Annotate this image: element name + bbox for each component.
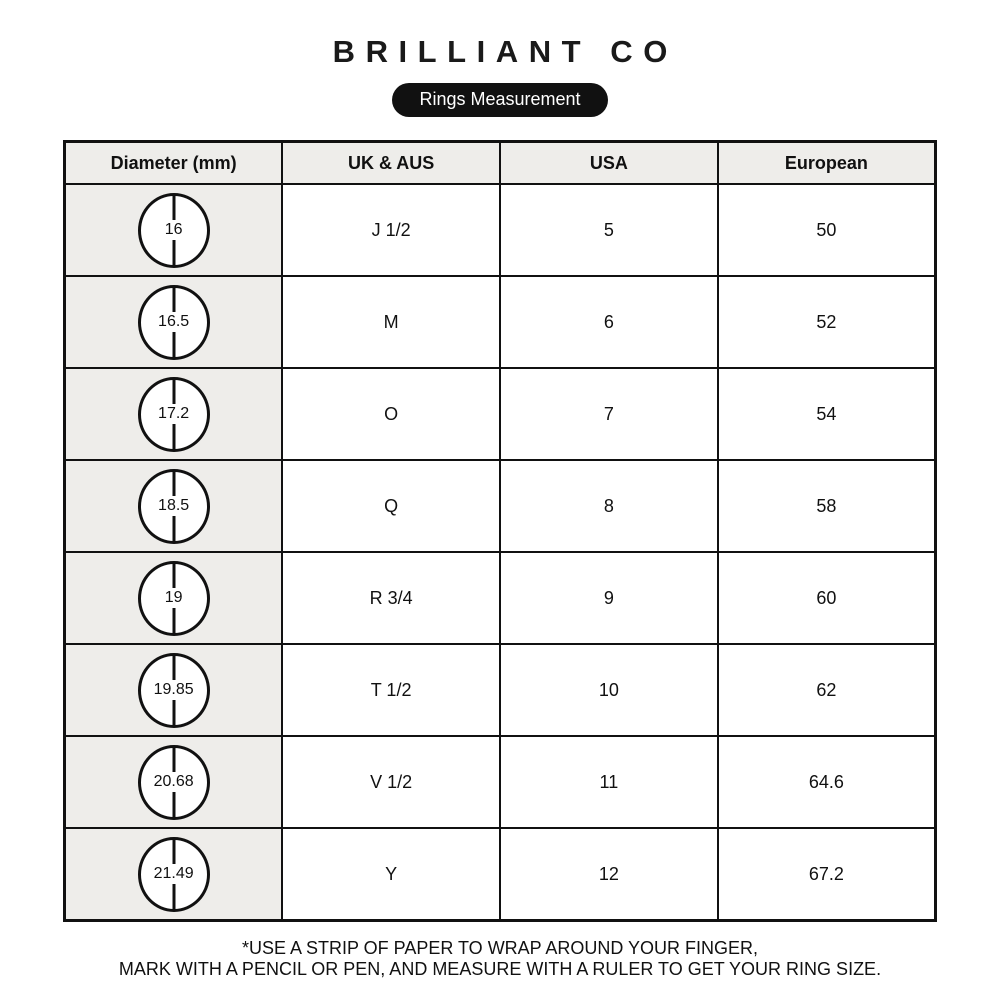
table-row [65,276,936,368]
diameter-cell [65,460,283,552]
usa-cell: 8 [500,460,718,552]
ring-diameter-icon [138,469,210,544]
european-cell: 67.2 [718,828,936,921]
diameter-value: 16 [163,220,185,240]
european-cell: 54 [718,368,936,460]
rings-measurement-badge: Rings Measurement [392,83,607,117]
ring-size-table [63,140,937,922]
uk-aus-cell: M [282,276,500,368]
uk-aus-cell: V 1/2 [282,736,500,828]
usa-cell: 6 [500,276,718,368]
usa-cell: 11 [500,736,718,828]
european-cell: 64.6 [718,736,936,828]
european-cell: 62 [718,644,936,736]
diameter-value: 16.5 [156,312,191,332]
diameter-cell [65,644,283,736]
uk-aus-cell: R 3/4 [282,552,500,644]
usa-cell: 12 [500,828,718,921]
badge-container [0,83,1000,117]
diameter-cell [65,368,283,460]
ring-diameter-icon [138,193,210,268]
usa-cell: 10 [500,644,718,736]
ring-diameter-icon [138,745,210,820]
diameter-cell [65,184,283,276]
uk-aus-cell: Q [282,460,500,552]
diameter-cell [65,552,283,644]
diameter-cell [65,276,283,368]
table-row [65,460,936,552]
european-cell: 50 [718,184,936,276]
ring-diameter-icon [138,377,210,452]
table-row [65,368,936,460]
european-cell: 58 [718,460,936,552]
diameter-value: 17.2 [156,404,191,424]
uk-aus-cell: O [282,368,500,460]
measurement-instructions [0,938,1000,980]
diameter-value: 20.68 [152,772,196,792]
diameter-cell [65,736,283,828]
table-header [65,142,936,185]
european-cell: 60 [718,552,936,644]
ring-diameter-icon [138,653,210,728]
header-row [65,142,936,185]
diameter-value: 19.85 [152,680,196,700]
ring-diameter-icon [138,837,210,912]
european-cell: 52 [718,276,936,368]
usa-cell: 9 [500,552,718,644]
diameter-value: 18.5 [156,496,191,516]
table-row [65,644,936,736]
table-row [65,736,936,828]
usa-cell: 5 [500,184,718,276]
instruction-line-2: MARK WITH A PENCIL OR PEN, AND MEASURE WITH A RULER TO GET YOUR RING SIZE. [118,959,882,979]
diameter-cell [65,828,283,921]
ring-diameter-icon [138,285,210,360]
diameter-value: 19 [163,588,185,608]
diameter-value: 21.49 [152,864,196,884]
uk-aus-cell: J 1/2 [282,184,500,276]
table-row [65,552,936,644]
ring-diameter-icon [138,561,210,636]
table-row [65,828,936,921]
usa-cell: 7 [500,368,718,460]
header-european: European [718,142,936,185]
header-uk-aus: UK & AUS [282,142,500,185]
table-row [65,184,936,276]
header-diameter: Diameter (mm) [65,142,283,185]
instruction-line-1: *USE A STRIP OF PAPER TO WRAP AROUND YOUR FINGER, [241,938,759,958]
uk-aus-cell: T 1/2 [282,644,500,736]
header-usa: USA [500,142,718,185]
uk-aus-cell: Y [282,828,500,921]
table-body [65,184,936,921]
brand-title: BRILLIANT CO [332,34,678,69]
